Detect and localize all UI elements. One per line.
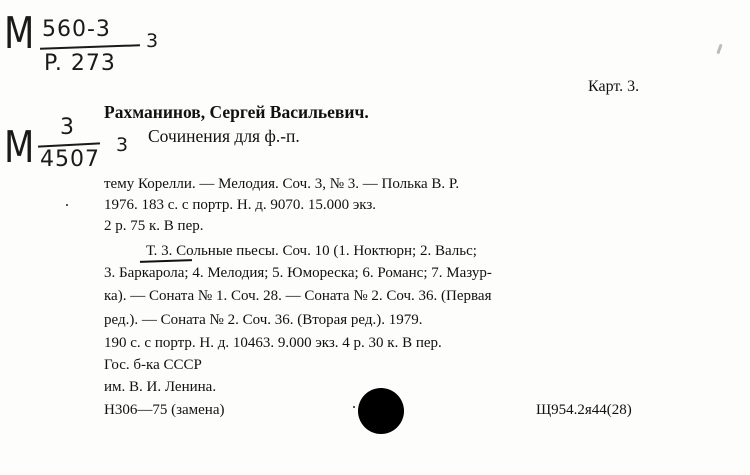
card-line-8: 190 с. с портр. Н. д. 10463. 9.000 экз. 4 р. 30 к. В пер.: [104, 335, 442, 351]
library-line-2: им. В. И. Ленина.: [104, 379, 217, 395]
classification-number: Щ954.2я44(28): [536, 402, 632, 418]
stray-dot: [66, 204, 68, 206]
card-line-2: 1976. 183 с. с портр. Н. д. 9070. 15.000 экз.: [104, 197, 377, 213]
handwritten-shelf-bottom-2: 4507: [40, 147, 100, 172]
card-line-1: тему Корелли. — Мелодия. Соч. 3, № 3. — Полька В. Р.: [104, 176, 460, 192]
handwritten-shelf-top-1: 560-3: [42, 17, 111, 42]
card-line-3: 2 р. 75 к. В пер.: [104, 218, 204, 234]
handwritten-mark-bottom: 3: [116, 134, 129, 156]
punch-hole: [358, 388, 404, 434]
pencil-mark: [716, 44, 722, 54]
card-author: Рахманинов, Сергей Васильевич.: [104, 102, 369, 122]
handwritten-letter-top: M: [4, 8, 35, 59]
card-line-5: 3. Баркарола; 4. Мелодия; 5. Юмореска; 6. Романс; 7. Мазур-: [104, 265, 492, 281]
card-number: Карт. 3.: [588, 78, 640, 95]
library-line-1: Гос. б-ка СССР: [104, 357, 202, 373]
order-number: Н306—75 (замена): [104, 402, 225, 418]
handwritten-letter-bottom: M: [4, 122, 35, 173]
handwritten-mark-top: 3: [146, 30, 159, 52]
handwritten-rule-top: [40, 44, 140, 49]
stray-dot: [353, 406, 355, 408]
card-line-4: Т. 3. Сольные пьесы. Соч. 10 (1. Ноктюрн; 2. Вальс;: [146, 243, 477, 259]
card-line-6: ка). — Соната № 1. Соч. 28. — Соната № 2. Соч. 36. (Первая: [104, 288, 492, 304]
handwritten-shelf-bottom-1: 3: [60, 115, 75, 140]
card-title: Сочинения для ф.-п.: [148, 126, 300, 146]
handwritten-shelf-top-2: P. 273: [44, 51, 116, 76]
card-line-7: ред.). — Соната № 2. Соч. 36. (Вторая ред.). 1979.: [104, 312, 423, 328]
